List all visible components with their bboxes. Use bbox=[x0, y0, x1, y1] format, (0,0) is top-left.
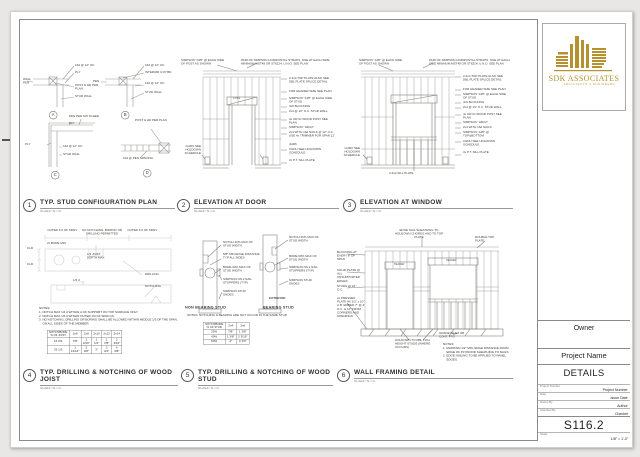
table-cell: 1 3/8" bbox=[226, 335, 235, 339]
field-value: Project Number bbox=[602, 388, 628, 392]
annotation-label: SOLID PLATE @ ALL UNSUPPORTED EDGES bbox=[337, 269, 360, 283]
annotation-label: NOTCH 40% MAX OF STUD WIDTH bbox=[223, 241, 253, 248]
table-cell: 1 7/8" bbox=[102, 338, 112, 346]
annotation-label: 4x6 BLOCKING bbox=[463, 101, 485, 104]
joist-notch-table bbox=[47, 330, 122, 354]
table-cell: 2 3/16" bbox=[113, 338, 121, 345]
sub-detail-bubble: C bbox=[51, 171, 59, 179]
annotation-label: SIMPSON "A35" @ EACH SIDE OF STUD bbox=[463, 93, 507, 100]
table-cell: 33 1/3 bbox=[47, 346, 69, 354]
annotation-label: FOR HEADER SIZE SEE PLAN bbox=[463, 88, 506, 91]
annotation-label: BORE 60% MAX OF STUD WIDTH bbox=[223, 266, 251, 273]
title-block-field-row bbox=[538, 400, 630, 408]
table-cell: 3" bbox=[92, 346, 102, 354]
annotation-label: STUD WALL bbox=[145, 91, 163, 94]
detail-title: ELEVATION AT DOOR bbox=[194, 199, 339, 209]
detail-title-bar bbox=[181, 369, 333, 393]
table-header-cell: 2x10 bbox=[92, 330, 102, 338]
scale-label: Scale bbox=[540, 433, 548, 436]
annotation-label: SIMPSON "A35" @ EACH SIDE OF POST AS SHOWN bbox=[359, 59, 403, 66]
annotation-label: SIMPSON "HDC2" bbox=[463, 121, 488, 124]
annotation-label: 4x OR 6x WOOD POST SEE PLAN bbox=[289, 118, 328, 125]
annotation-label: OUTER 1/3 OF SPAN bbox=[47, 229, 77, 232]
size-table bbox=[47, 330, 122, 354]
scale-row bbox=[538, 432, 630, 441]
annotation-label: WALL PEN bbox=[23, 78, 31, 85]
annotation-label: 2x4 @ 16" O.C. STUD WALL bbox=[463, 106, 502, 109]
table-cell: 7/8" bbox=[225, 330, 236, 335]
field-value: Issue Date bbox=[610, 396, 628, 400]
annotation-label: SIMPSON NS 2 NAIL STOPPERS (TYP) bbox=[223, 278, 252, 285]
detail-scale: SCALE: N.T.S. bbox=[354, 380, 376, 384]
annotation-label: HOLDOWN TO DBL FULL HEIGHT STUDS (WHERE OCCURS) bbox=[395, 339, 431, 350]
detail-title-bar bbox=[23, 199, 175, 216]
annotation-label: 1/3 JOIST DEPTH MAX bbox=[87, 253, 105, 260]
note-item: 3. NO NOTCHING, DRILLING OR BORING SHALL BE ALLOWED WITHIN MIDDLE 1/3 OF THE SPAN, ON ALL SIDES OF THE MEMBER. bbox=[39, 318, 178, 326]
table-cell: 40% bbox=[203, 335, 225, 340]
annotation-label: SIMPSON STUD SHOES bbox=[289, 279, 312, 286]
annotation-label: HEADER bbox=[446, 259, 457, 262]
table-header-cell: 2x14 bbox=[112, 330, 122, 338]
title-block-field-row bbox=[538, 408, 630, 416]
sub-detail-bubble: D bbox=[143, 169, 151, 177]
detail-title-bar bbox=[343, 199, 513, 216]
detail-scale: SCALE: N.T.S. bbox=[198, 387, 220, 391]
field-label: Checked By bbox=[540, 409, 556, 412]
annotation-label: CLR bbox=[27, 263, 34, 266]
table-header-cell: 2x6 bbox=[69, 330, 81, 338]
annotation-label: SIMPSON STUD SHOES bbox=[223, 290, 246, 297]
detail-scale: SCALE: N.T.S. bbox=[40, 387, 62, 391]
table-header-cell: NOTCH/BORE % OF STUD bbox=[205, 323, 224, 330]
table-row bbox=[47, 338, 122, 346]
table-cell: 1 13/16" bbox=[70, 346, 80, 353]
annotation-label: STUD WALL bbox=[75, 95, 93, 98]
field-label: Drawn By bbox=[540, 401, 553, 404]
annotation-label: SIMPSON "A35" @ EACH SIDE OF POST AS SHOWN bbox=[181, 59, 225, 66]
annotation-label: 2-2x4 TOP PLATE ALSO SEE DBL PLATE SPLICE DETAIL bbox=[289, 77, 329, 84]
annotation-label: 16d @ 12" OC bbox=[145, 64, 165, 67]
size-table bbox=[203, 322, 249, 344]
annotation-label: OUTER 1/3 OF SPAN bbox=[127, 229, 157, 232]
detail-title: ELEVATION AT WINDOW bbox=[360, 199, 513, 209]
annotation-label: 2x4 WITH 16d NAILS @ 12" O.C. USE 4x TRIMMER FOR SPAN 12' bbox=[289, 131, 335, 138]
notes-title: NOTES: bbox=[39, 307, 51, 310]
annotation-label: 3x P.T. SILL PLATE bbox=[463, 151, 489, 154]
annotation-label: PEN bbox=[93, 80, 100, 83]
annotation-label: PAIR OF SIMPSON HORIZONTAL STRAPS, ONE AT EACH SIDE MINIMUM MST48 OR ST6224, U.N.O. SEE PLAN bbox=[429, 59, 510, 66]
table-cell: 2 3/8" bbox=[81, 346, 91, 354]
annotation-label: INTERIOR GYP BD bbox=[145, 71, 172, 74]
note-item: 1. NOTCH MAX 1/4 d WITHIN d OF SUPPORT ON TOP SURFACE ONLY bbox=[39, 310, 139, 314]
note-item: 1. MAINTAIN 1/2" MIN. EDGE DISTANCE FROM EDGE OF PLYWOOD SHEATHING TO NAILS bbox=[443, 346, 509, 354]
annotation-label: 4HD6 bbox=[289, 143, 297, 146]
sub-detail-bubble: A bbox=[49, 111, 57, 119]
sheet-number: S116.2 bbox=[538, 416, 630, 432]
detail-title-bar bbox=[23, 369, 178, 393]
annotation-label: 16d @ 12" OC bbox=[63, 145, 83, 148]
field-label: Date bbox=[540, 393, 547, 396]
annotation-label: PLY bbox=[75, 71, 81, 74]
drawing-sheet bbox=[10, 11, 633, 448]
table-cell: 16 2/3 bbox=[47, 338, 69, 346]
scale-value: 1/8" = 1'-0" bbox=[610, 437, 628, 441]
annotation-label: DRILLING bbox=[145, 273, 159, 276]
annotation-label: 16d @ PEN SPACING bbox=[123, 157, 153, 160]
detail-number-bubble: 6 bbox=[337, 369, 350, 382]
table-cell: 1 3/8" bbox=[236, 330, 249, 335]
detail-6-wall-framing-detail bbox=[337, 229, 513, 385]
annotation-label: 2x4 WITH 16d NAILS bbox=[463, 126, 492, 129]
title-block-field-row bbox=[538, 384, 630, 392]
firm-logo-box bbox=[542, 23, 626, 111]
annotation-label: 16d @ 12" OC bbox=[75, 64, 95, 67]
detail-title: WALL FRAMING DETAIL bbox=[354, 369, 513, 379]
detail-4-drilling-notching-wood-joist bbox=[23, 229, 178, 391]
annotation-label: EDGE NAIL SHEATHING TO HOLDOWN CHORDS AND TO TOP PLATE bbox=[394, 229, 444, 240]
table-cell: 3 3/4" bbox=[102, 346, 112, 354]
detail-scale: SCALE: N.T.S. bbox=[360, 210, 382, 214]
stud-notch-table bbox=[203, 322, 249, 344]
table-cell: 2" bbox=[225, 339, 236, 344]
annotation-label: NOTCH 25% MAX OF STUD WIDTH bbox=[289, 236, 319, 243]
title-block-field-row bbox=[538, 392, 630, 400]
annotation-label: SIMPSON "HDC2" bbox=[289, 126, 314, 129]
field-value: Checker bbox=[614, 412, 628, 416]
annotation-label: BEARING STUD bbox=[263, 305, 294, 310]
detail-number-bubble: 4 bbox=[23, 369, 36, 382]
firm-tagline: ARCHITECTS & ENGINEERS bbox=[563, 83, 616, 86]
annotation-label: HEADER bbox=[394, 263, 405, 266]
detail-5-drilling-notching-wood-stud bbox=[181, 229, 333, 391]
detail-title-bar bbox=[177, 199, 339, 216]
annotation-label: BLOCKING AT EVERY 8' OF SPAN bbox=[337, 251, 357, 262]
annotation-label: SIMPSON NS 2 NAIL STOPPERS (TYP) bbox=[289, 266, 318, 273]
note-item: 2. EDGE NAILING TO BE APPLIED TO PANEL EDGES bbox=[443, 354, 506, 362]
table-cell: 4 3/8" bbox=[112, 346, 122, 354]
table-cell: 1 1/2" bbox=[92, 338, 102, 346]
buildings-logo-icon bbox=[548, 30, 620, 74]
annotation-label: BORE 60% MAX OF STUD WIDTH bbox=[289, 255, 317, 262]
annotation-label: SIMPSON "A35" @ EACH SIDE OF STUD bbox=[289, 97, 333, 104]
annotation-label: CHDU SEE HOLDOWN SCHEDULE bbox=[463, 140, 496, 147]
annotation-label: NO NOTCHING, BORING OR DRILLING PERMITTED bbox=[81, 229, 123, 236]
annotation-label: 16d @ 12" OC bbox=[145, 82, 165, 85]
annotation-label: 2x BORE MIN bbox=[47, 242, 66, 245]
annotation-label: 5/8" MIN EDGE DISTANCE TYP ALL SIDES bbox=[223, 253, 260, 260]
sheet-edge-tick bbox=[2, 139, 10, 141]
table-cell: 7/8" bbox=[69, 338, 81, 346]
table-header-cell: 2x12 bbox=[102, 330, 112, 338]
annotation-label: CLR bbox=[27, 247, 34, 250]
table-header-cell: NOTCH/BORE % OF JOIST bbox=[49, 331, 68, 338]
annotation-label: FOR HEADER SIZE SEE PLAN bbox=[289, 90, 332, 93]
notes-title: NOTES: bbox=[443, 343, 455, 346]
detail-title: TYP. STUD CONFIGURATION PLAN bbox=[40, 199, 175, 209]
annotation-label: CHDU SEE HOLDOWN SCHEDULE bbox=[184, 145, 201, 156]
annotation-label: NOTCHING bbox=[145, 285, 161, 288]
annotation-label: PAIR OF SIMPSON HORIZONTAL STRAPS, ONE AT EACH SIDE MINIMUM MST48 OR ST6224, U.N.O. SEE PLAN bbox=[241, 59, 330, 66]
sub-detail-bubble: B bbox=[121, 111, 129, 119]
annotation-label: PLY bbox=[25, 143, 31, 146]
table-header-cell: 2x4 bbox=[225, 322, 236, 330]
annotation-label: POST & HD PER PLAN bbox=[75, 84, 99, 91]
table-header-cell: 2x8 bbox=[81, 330, 91, 338]
detail-2-elevation-at-door bbox=[177, 59, 339, 215]
annotation-label: 2x PRESSED PLATE W/ 1/2" x 10" A.B. EMBED 7" @ 4' O.C. & 12" FROM CORNERS AND OPENINGS bbox=[337, 297, 365, 318]
annotation-label: NON BEARING STUD bbox=[185, 305, 227, 310]
table-cell: 3 1/4" bbox=[236, 339, 249, 344]
detail-scale: SCALE: N.T.S. bbox=[40, 210, 62, 214]
title-block-fields bbox=[538, 384, 630, 416]
table-cell: 2 3/16" bbox=[238, 335, 248, 339]
annotation-label: 2x4 @ 16" O.C. STUD WALL bbox=[289, 110, 328, 113]
detail-title-bar bbox=[337, 369, 513, 386]
title-block-stack bbox=[538, 320, 630, 441]
annotation-label: CHDU SEE HOLDOWN SCHEDULE bbox=[343, 147, 360, 158]
firm-name: SDK ASSOCIATES bbox=[548, 74, 620, 83]
project-name-cell: Project Name bbox=[538, 348, 630, 364]
annotation-label: CHDU SEE HOLDOWN SCHEDULE bbox=[289, 148, 322, 155]
detail-number-bubble: 3 bbox=[343, 199, 356, 212]
annotation-label: STUD WALL bbox=[63, 153, 81, 156]
annotation-label: 4 HD2 bbox=[233, 97, 241, 100]
annotation-label: 3x P.T. SILL PLATE bbox=[289, 159, 315, 162]
annotation-label: NOTES: NOTCHING & BEARING ARE NOT OCCUR IN THE SAME STUD bbox=[187, 314, 287, 317]
table-cell: 25% bbox=[203, 330, 225, 335]
sheet-title-cell: DETAILS bbox=[538, 364, 630, 384]
annotation-label: STUDS @ 16" O.C. bbox=[337, 285, 357, 292]
annotation-label: DOUBLE TOP PLATE bbox=[475, 236, 495, 243]
detail-number-bubble: 5 bbox=[181, 369, 194, 382]
table-cell: 1 3/16" bbox=[82, 338, 90, 345]
owner-cell: Owner bbox=[538, 320, 630, 348]
detail-title: TYP. DRILLING & NOTCHING OF WOOD JOIST bbox=[40, 369, 178, 386]
detail-1-typ-stud-configuration-plan bbox=[23, 59, 175, 215]
field-value: Author bbox=[617, 404, 628, 408]
detail-number-bubble: 1 bbox=[23, 199, 36, 212]
table-header-cell: 2x6 bbox=[236, 322, 249, 330]
annotation-label: 2-2x4 SILL PLATE bbox=[389, 172, 414, 175]
annotation-label: 1/6 d bbox=[73, 279, 80, 282]
detail-3-elevation-at-window bbox=[343, 59, 513, 215]
annotation-label: POST & HD PER PLAN bbox=[135, 119, 167, 122]
note-item: 2. NOTCH MAX 1/6 d WITHIN OUTER 1/3 OF SPAN (d). bbox=[39, 314, 115, 318]
detail-scale: SCALE: N.T.S. bbox=[194, 210, 216, 214]
joist-notes bbox=[39, 307, 179, 326]
table-cell: 60% bbox=[203, 339, 225, 344]
annotation-label: PEN PER SW SCHED bbox=[69, 115, 100, 118]
annotation-label: 4x OR 6x WOOD POST SEE PLAN bbox=[463, 113, 502, 120]
table-row bbox=[203, 339, 249, 344]
annotation-label: 4x6 BLOCKING bbox=[289, 105, 311, 108]
annotation-label: PLY bbox=[69, 122, 75, 125]
annotation-label: SIMPSON "A35" @ TOP&BOTTOM bbox=[463, 131, 490, 138]
detail-number-bubble: 2 bbox=[177, 199, 190, 212]
wall-framing-notes bbox=[443, 343, 513, 362]
detail-title: TYP. DRILLING & NOTCHING OF WOOD STUD bbox=[198, 369, 333, 386]
annotation-label: EXTERIOR bbox=[269, 297, 286, 300]
annotation-label: 2-2x4 TOP PLATE ALSO SEE DBL PLATE SPLICE DETAIL bbox=[463, 75, 503, 82]
field-label: Project Number bbox=[540, 385, 561, 388]
table-row bbox=[47, 346, 122, 354]
title-block bbox=[537, 19, 630, 441]
annotation-label: GRADE BEAM OR CONT. FTG bbox=[439, 332, 465, 339]
